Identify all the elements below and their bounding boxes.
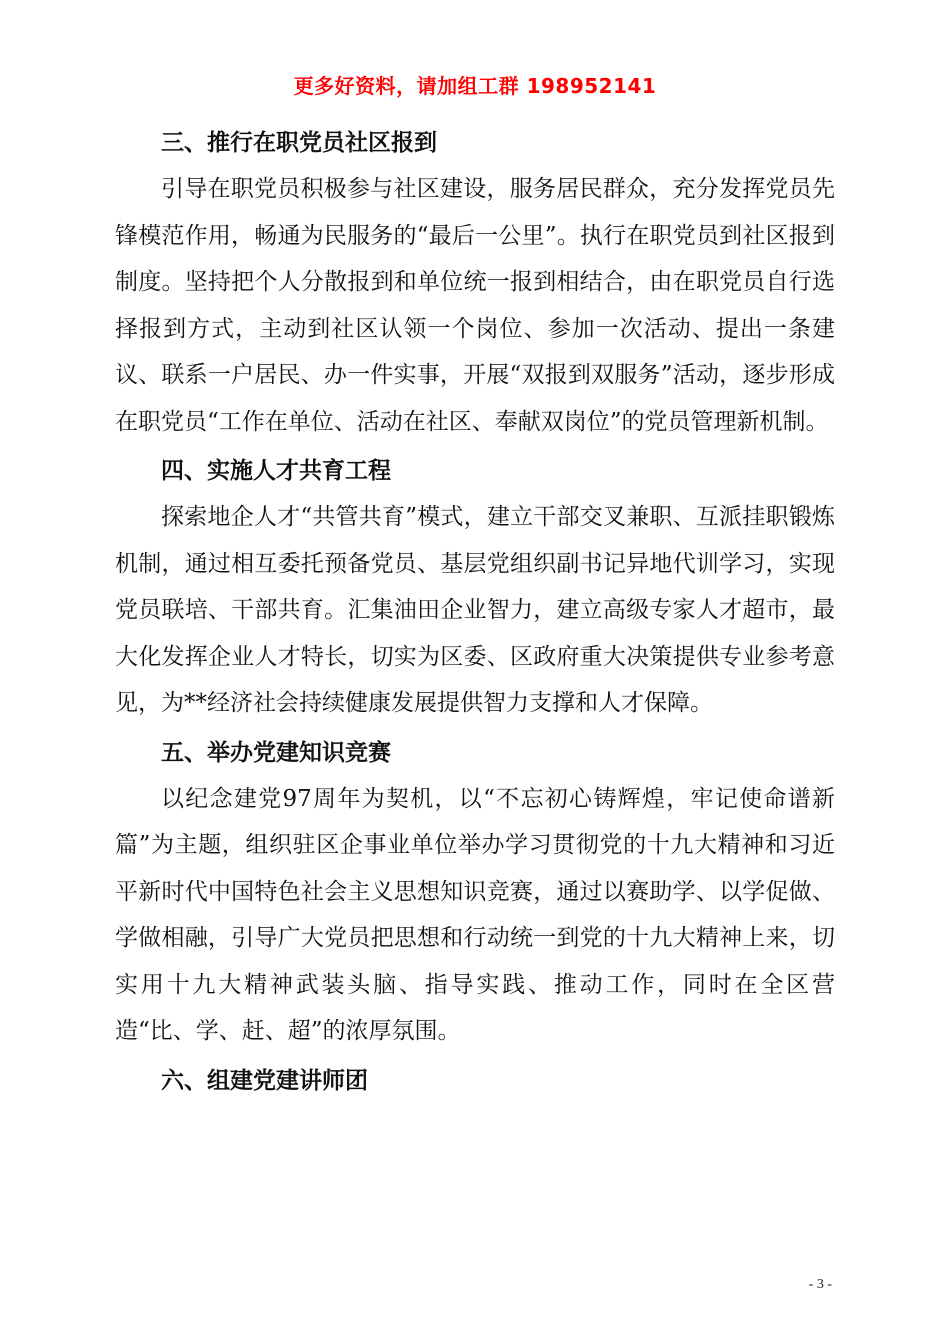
section-paragraph: 以纪念建党97周年为契机，以“不忘初心铸辉煌，牢记使命谱新篇”为主题，组织驻区企事业单位举办学习贯彻党的十九大精神和习近平新时代中国特色社会主义思想知识竞赛，通过以赛助学、以学促做、学做相融，引导广大党员把思想和行动统一到党的十九大精神上来，切实用十九大精神武装头脑、指导实践、推动工作，同时在全区营造“比、学、赶、超”的浓厚氛围。	[115, 785, 835, 1044]
section-heading: 六、组建党建讲师团	[161, 1067, 368, 1094]
section-4	[115, 448, 835, 727]
section-heading: 四、实施人才共育工程	[161, 458, 391, 484]
section-paragraph: 探索地企人才“共管共育”模式，建立干部交叉兼职、互派挂职锻炼机制，通过相互委托预备党员、基层党组织副书记异地代训学习，实现党员联培、干部共育。汇集油田企业智力，建立高级专家人才超市，最大化发挥企业人才特长，切实为区委、区政府重大决策提供专业参考意见，为**经济社会持续健康发展提供智力支撑和人才保障。	[115, 504, 835, 716]
page-number: - 3 -	[808, 1277, 832, 1292]
section-6	[115, 1058, 835, 1104]
section-3	[115, 120, 835, 445]
section-heading: 三、推行在职党员社区报到	[161, 130, 437, 156]
header-note: 更多好资料，请加组工群 198952141	[293, 74, 657, 98]
document-body	[115, 120, 835, 1104]
section-heading: 五、举办党建知识竞赛	[161, 739, 391, 766]
section-paragraph: 引导在职党员积极参与社区建设，服务居民群众，充分发挥党员先锋模范作用，畅通为民服务的“最后一公里”。执行在职党员到社区报到制度。坚持把个人分散报到和单位统一报到相结合，由在职党员自行选择报到方式，主动到社区认领一个岗位、参加一次活动、提出一条建议、联系一户居民、办一件实事，开展“双报到双服务”活动，逐步形成在职党员“工作在单位、活动在社区、奉献双岗位”的党员管理新机制。	[115, 176, 835, 435]
section-5	[115, 730, 835, 1055]
